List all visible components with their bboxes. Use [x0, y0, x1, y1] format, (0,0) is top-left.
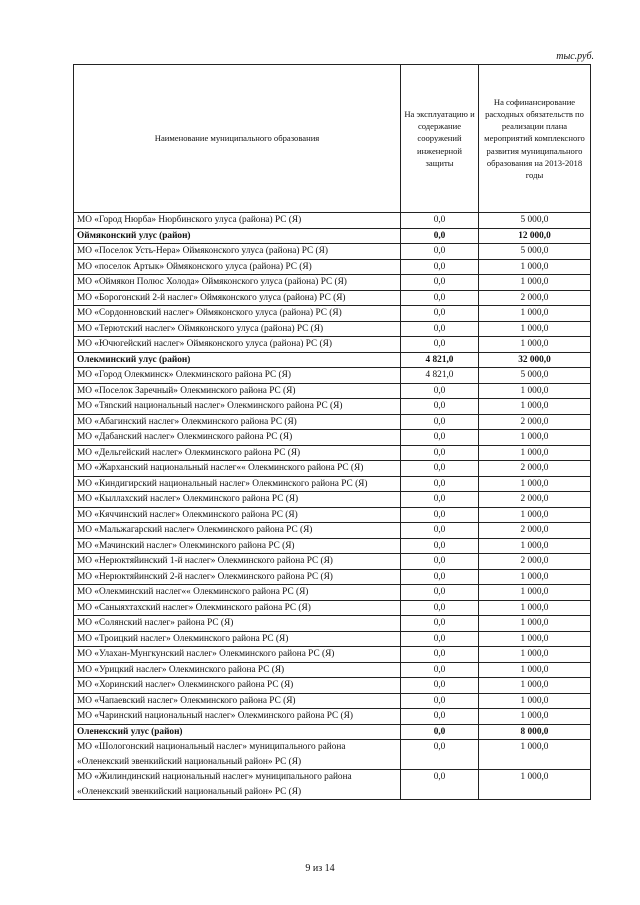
table-row [74, 321, 591, 337]
table-row [74, 259, 591, 275]
cell-cofinancing: 2 000,0 [479, 414, 591, 430]
table-row [74, 631, 591, 647]
cell-exploitation: 0,0 [401, 616, 479, 632]
cell-cofinancing: 1 000,0 [479, 275, 591, 291]
cell-exploitation: 0,0 [401, 507, 479, 523]
table-row-region [74, 352, 591, 368]
table-row [74, 290, 591, 306]
header-name: Наименование муниципального образования [74, 65, 401, 213]
cell-cofinancing: 1 000,0 [479, 476, 591, 492]
cell-exploitation: 0,0 [401, 554, 479, 570]
cell-name: МО «Мачинский наслег» Олекминского района РС (Я) [74, 538, 401, 554]
table-row [74, 600, 591, 616]
cell-cofinancing: 1 000,0 [479, 538, 591, 554]
budget-table [73, 64, 591, 800]
cell-exploitation: 0,0 [401, 228, 479, 244]
table-row [74, 368, 591, 384]
cell-name: МО «Урицкий наслег» Олекминского района РС (Я) [74, 662, 401, 678]
cell-exploitation: 0,0 [401, 476, 479, 492]
table-row [74, 554, 591, 570]
table-row [74, 306, 591, 322]
cell-cofinancing: 1 000,0 [479, 631, 591, 647]
cell-exploitation: 0,0 [401, 337, 479, 353]
cell-cofinancing: 2 000,0 [479, 290, 591, 306]
cell-name: МО «Улахан-Мунгкунский наслег» Олекминского района РС (Я) [74, 647, 401, 663]
table-row-region [74, 724, 591, 740]
table-row [74, 538, 591, 554]
table-row [74, 414, 591, 430]
cell-cofinancing: 5 000,0 [479, 244, 591, 260]
cell-cofinancing: 1 000,0 [479, 337, 591, 353]
cell-cofinancing: 1 000,0 [479, 693, 591, 709]
cell-name: МО «Жилиндинский национальный наслег» муниципального района «Оленекский эвенкийский национальный район» РС (Я) [74, 770, 401, 800]
cell-cofinancing: 1 000,0 [479, 383, 591, 399]
cell-cofinancing: 1 000,0 [479, 740, 591, 770]
table-row [74, 337, 591, 353]
cell-name: МО «Кяччинский наслег» Олекминского района РС (Я) [74, 507, 401, 523]
cell-exploitation: 0,0 [401, 383, 479, 399]
cell-cofinancing: 1 000,0 [479, 585, 591, 601]
cell-exploitation: 0,0 [401, 445, 479, 461]
cell-exploitation: 0,0 [401, 600, 479, 616]
cell-name: МО «Троицкий наслег» Олекминского района РС (Я) [74, 631, 401, 647]
table-row [74, 445, 591, 461]
cell-name: Оймяконский улус (район) [74, 228, 401, 244]
cell-cofinancing: 2 000,0 [479, 554, 591, 570]
cell-exploitation: 0,0 [401, 585, 479, 601]
table-row [74, 569, 591, 585]
cell-name: МО «Сордонновский наслег» Оймяконского улуса (района) РС (Я) [74, 306, 401, 322]
cell-cofinancing: 1 000,0 [479, 709, 591, 725]
table-row [74, 647, 591, 663]
cell-cofinancing: 1 000,0 [479, 445, 591, 461]
cell-exploitation: 4 821,0 [401, 352, 479, 368]
cell-exploitation: 0,0 [401, 538, 479, 554]
cell-name: МО «Солянский наслег» района РС (Я) [74, 616, 401, 632]
cell-cofinancing: 1 000,0 [479, 600, 591, 616]
cell-cofinancing: 1 000,0 [479, 321, 591, 337]
cell-exploitation: 0,0 [401, 306, 479, 322]
cell-name: МО «Саныяхтахский наслег» Олекминского района РС (Я) [74, 600, 401, 616]
cell-name: МО «Нерюктяйинский 1-й наслег» Олекминского района РС (Я) [74, 554, 401, 570]
table-row [74, 662, 591, 678]
cell-cofinancing: 1 000,0 [479, 430, 591, 446]
page-number: 9 из 14 [305, 863, 335, 874]
cell-name: МО «Хоринский наслег» Олекминского района РС (Я) [74, 678, 401, 694]
table-row-region [74, 228, 591, 244]
cell-cofinancing: 12 000,0 [479, 228, 591, 244]
cell-name: МО «Оймякон Полюс Холода» Оймяконского улуса (района) РС (Я) [74, 275, 401, 291]
cell-cofinancing: 8 000,0 [479, 724, 591, 740]
cell-cofinancing: 2 000,0 [479, 492, 591, 508]
cell-name: МО «Жарханский национальный наслег«« Олекминского района РС (Я) [74, 461, 401, 477]
table-row [74, 709, 591, 725]
table-row [74, 492, 591, 508]
cell-name: МО «Чапаевский наслег» Олекминского района РС (Я) [74, 693, 401, 709]
cell-exploitation: 0,0 [401, 492, 479, 508]
cell-cofinancing: 1 000,0 [479, 616, 591, 632]
cell-exploitation: 0,0 [401, 213, 479, 229]
cell-exploitation: 0,0 [401, 709, 479, 725]
cell-cofinancing: 5 000,0 [479, 368, 591, 384]
cell-name: МО «Тяnский национальный наслег» Олекминского района РС (Я) [74, 399, 401, 415]
cell-cofinancing: 1 000,0 [479, 306, 591, 322]
table-row [74, 693, 591, 709]
cell-cofinancing: 1 000,0 [479, 399, 591, 415]
header-cofinancing: На софинансирование расходных обязательств по реализации плана мероприятий комплексного развития муниципального образования на 2013-2018 годы [479, 65, 591, 213]
cell-exploitation: 0,0 [401, 399, 479, 415]
header-exploitation: На эксплуатацию и содержание сооружений инженерной защиты [401, 65, 479, 213]
cell-exploitation: 0,0 [401, 461, 479, 477]
cell-name: МО «Мальжагарский наслег» Олекминского района РС (Я) [74, 523, 401, 539]
cell-name: МО «Город Олекминск» Олекминского района РС (Я) [74, 368, 401, 384]
cell-cofinancing: 2 000,0 [479, 461, 591, 477]
cell-name: МО «Город Нюрба» Нюрбинского улуса (района) РС (Я) [74, 213, 401, 229]
cell-cofinancing: 1 000,0 [479, 770, 591, 800]
cell-exploitation: 0,0 [401, 414, 479, 430]
table-row [74, 430, 591, 446]
cell-name: МО «поселок Артык» Оймяконского улуса (района) РС (Я) [74, 259, 401, 275]
cell-name: МО «Кыллахский наслег» Олекминского района РС (Я) [74, 492, 401, 508]
table-row [74, 740, 591, 770]
table-row [74, 461, 591, 477]
cell-name: Олекминский улус (район) [74, 352, 401, 368]
cell-exploitation: 0,0 [401, 770, 479, 800]
cell-name: МО «Нерюктяйинский 2-й наслег» Олекминского района РС (Я) [74, 569, 401, 585]
table-row [74, 383, 591, 399]
cell-name: МО «Дельгейский наслег» Олекминского района РС (Я) [74, 445, 401, 461]
cell-exploitation: 0,0 [401, 724, 479, 740]
cell-exploitation: 0,0 [401, 740, 479, 770]
cell-exploitation: 4 821,0 [401, 368, 479, 384]
cell-name: МО «Поселок Усть-Нера» Оймяконского улуса (района) РС (Я) [74, 244, 401, 260]
table-row [74, 585, 591, 601]
table-row [74, 476, 591, 492]
cell-name: МО «Шологонский национальный наслег» муниципального района «Оленекский эвенкийский национальный район» РС (Я) [74, 740, 401, 770]
cell-name: МО «Терютский наслег» Оймяконского улуса (района) РС (Я) [74, 321, 401, 337]
cell-cofinancing: 1 000,0 [479, 507, 591, 523]
cell-cofinancing: 2 000,0 [479, 523, 591, 539]
table-row [74, 523, 591, 539]
cell-name: МО «Олекминский наслег«« Олекминского района РС (Я) [74, 585, 401, 601]
cell-exploitation: 0,0 [401, 275, 479, 291]
cell-name: МО «Киндигирский национальный наслег» Олекминского района РС (Я) [74, 476, 401, 492]
table-row [74, 770, 591, 800]
cell-exploitation: 0,0 [401, 569, 479, 585]
cell-exploitation: 0,0 [401, 290, 479, 306]
cell-name: МО «Чаринский национальный наслег» Олекминского района РС (Я) [74, 709, 401, 725]
cell-cofinancing: 1 000,0 [479, 678, 591, 694]
table-row [74, 616, 591, 632]
cell-exploitation: 0,0 [401, 430, 479, 446]
cell-cofinancing: 1 000,0 [479, 647, 591, 663]
cell-exploitation: 0,0 [401, 647, 479, 663]
table-body [74, 213, 591, 800]
cell-exploitation: 0,0 [401, 678, 479, 694]
cell-cofinancing: 1 000,0 [479, 662, 591, 678]
cell-name: МО «Борогонский 2-й наслег» Оймяконского улуса (района) РС (Я) [74, 290, 401, 306]
table-row [74, 213, 591, 229]
cell-name: МО «Поселок Заречный» Олекминского района РС (Я) [74, 383, 401, 399]
cell-name: Оленекский улус (район) [74, 724, 401, 740]
cell-cofinancing: 1 000,0 [479, 569, 591, 585]
cell-name: МО «Абагинский наслег» Олекминского района РС (Я) [74, 414, 401, 430]
cell-cofinancing: 5 000,0 [479, 213, 591, 229]
cell-exploitation: 0,0 [401, 244, 479, 260]
cell-exploitation: 0,0 [401, 662, 479, 678]
table-row [74, 275, 591, 291]
cell-cofinancing: 32 000,0 [479, 352, 591, 368]
table-row [74, 399, 591, 415]
cell-cofinancing: 1 000,0 [479, 259, 591, 275]
table-row [74, 244, 591, 260]
cell-exploitation: 0,0 [401, 259, 479, 275]
table-row [74, 678, 591, 694]
cell-exploitation: 0,0 [401, 523, 479, 539]
cell-exploitation: 0,0 [401, 321, 479, 337]
cell-exploitation: 0,0 [401, 693, 479, 709]
cell-exploitation: 0,0 [401, 631, 479, 647]
cell-name: МО «Ючюгейский наслег» Оймяконского улуса (района) РС (Я) [74, 337, 401, 353]
unit-label: тыс.руб. [556, 51, 594, 62]
cell-name: МО «Дабанский наслег» Олекминского района РС (Я) [74, 430, 401, 446]
table-header-row [74, 65, 591, 213]
table-row [74, 507, 591, 523]
